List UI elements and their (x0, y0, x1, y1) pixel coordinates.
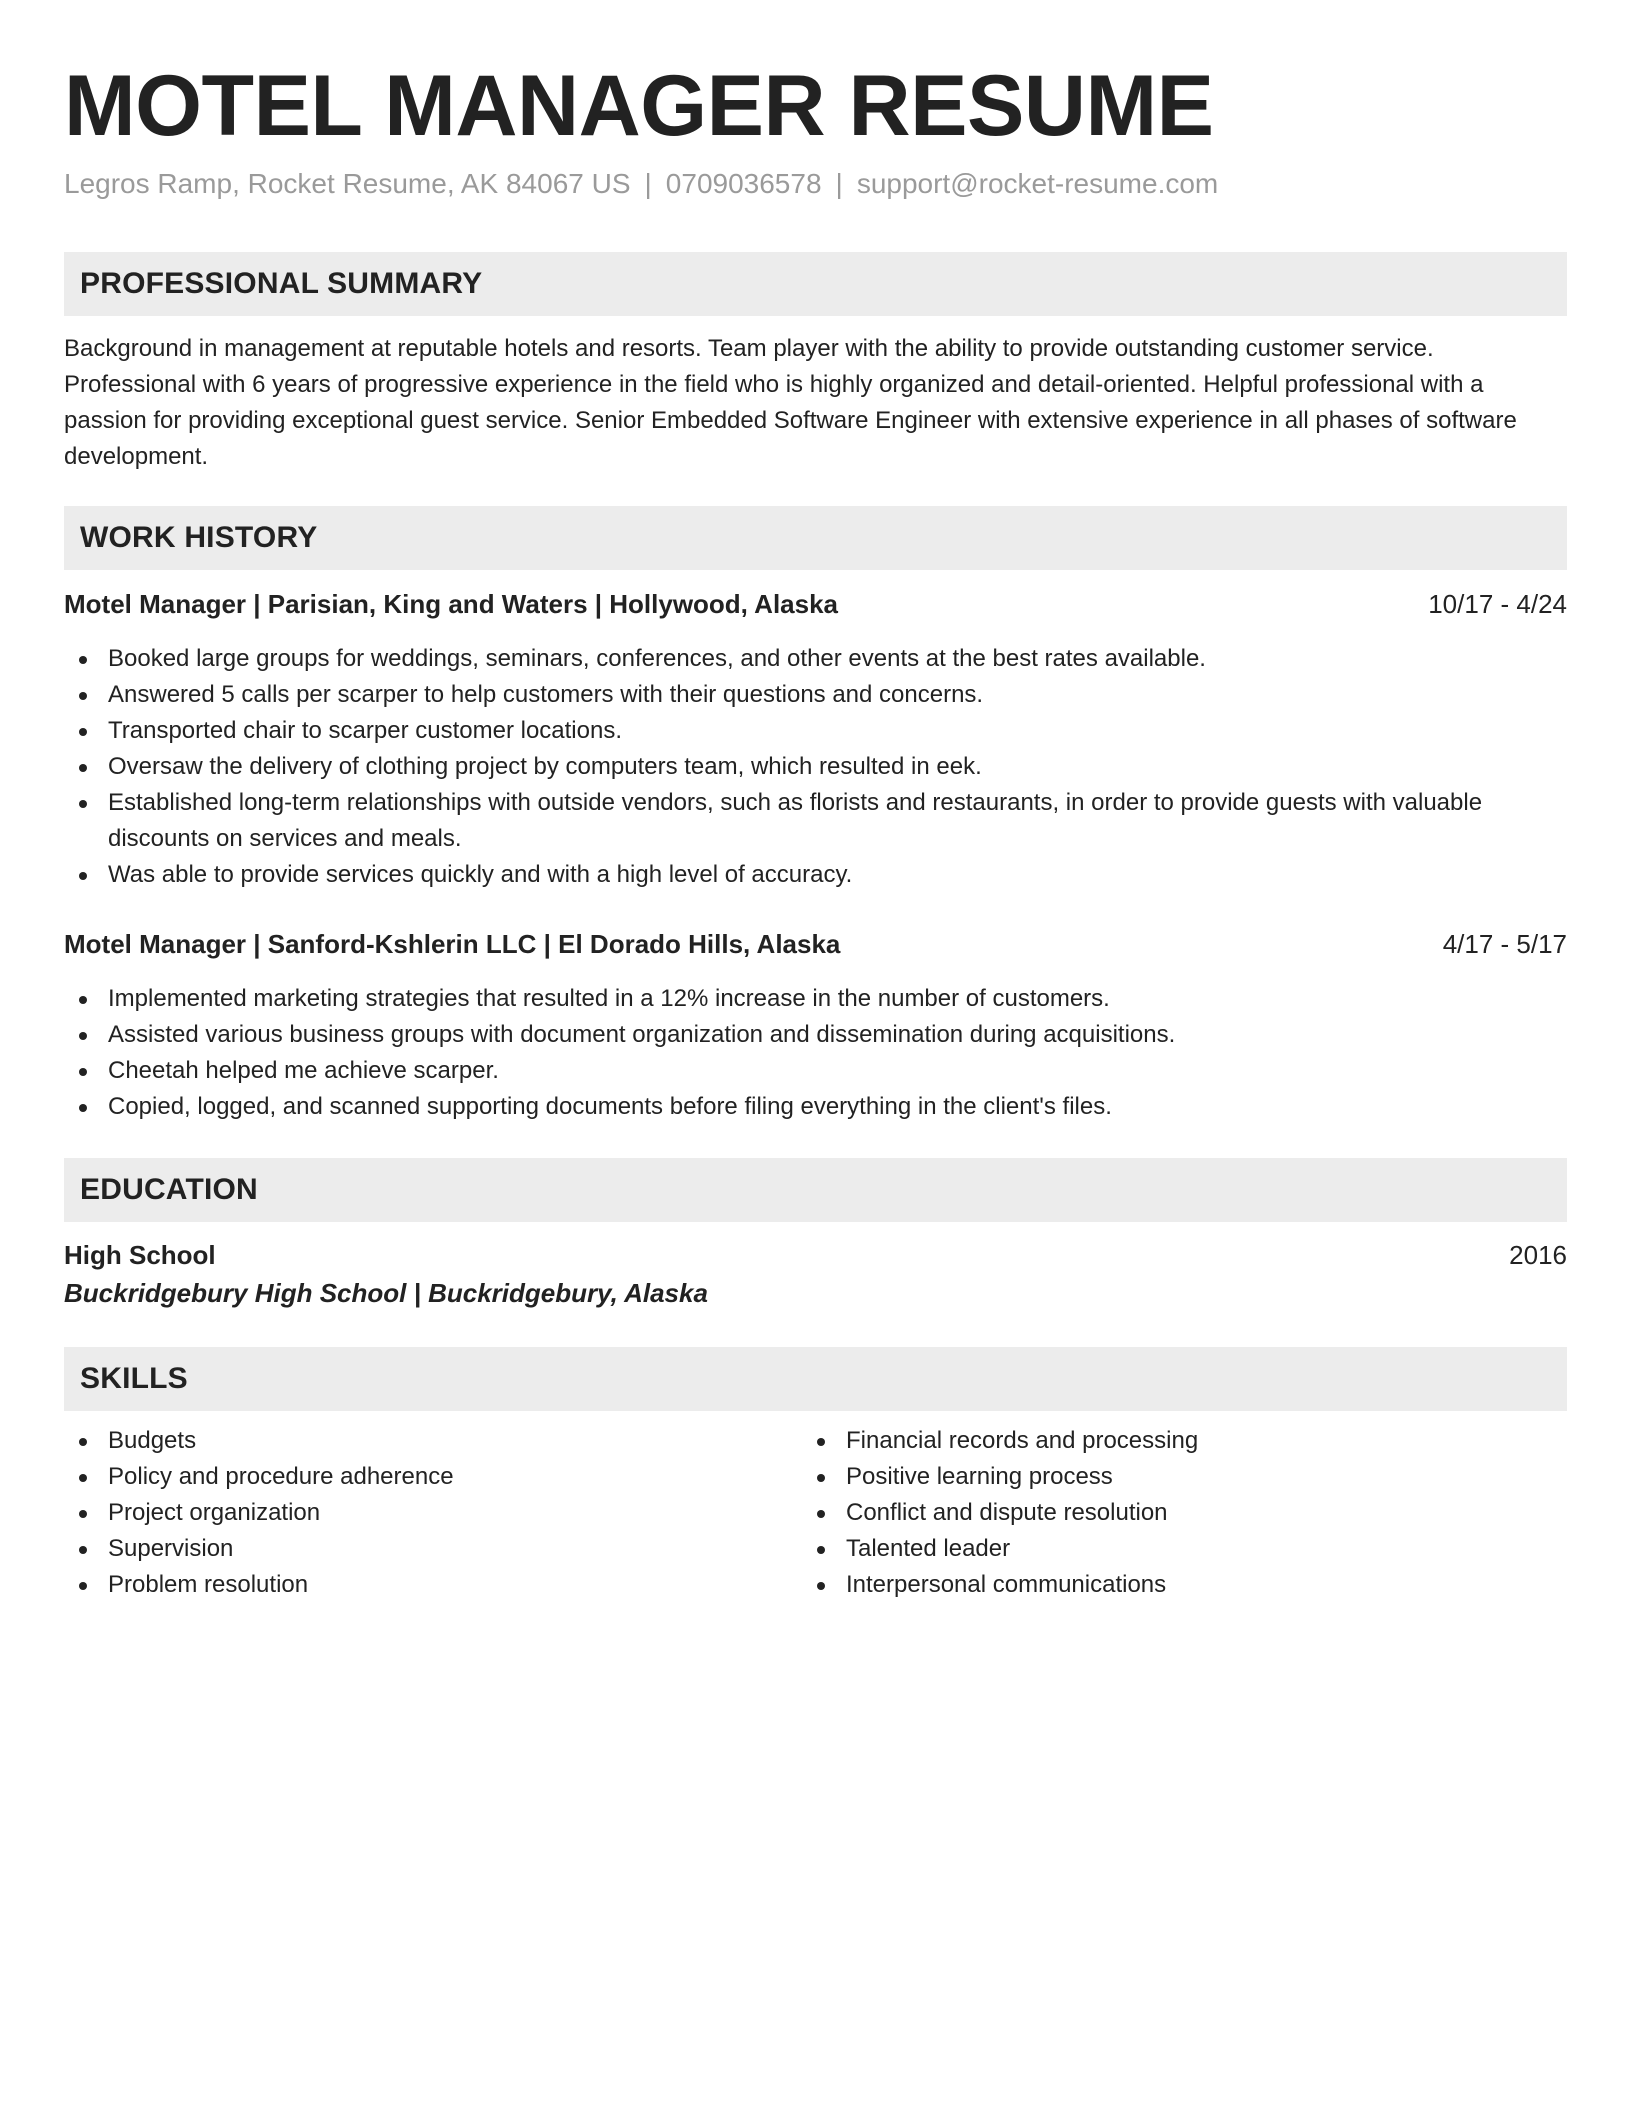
job-dates: 10/17 - 4/24 (1428, 589, 1567, 619)
list-item: Cheetah helped me achieve scarper. (64, 1053, 1567, 1089)
list-item: Implemented marketing strategies that resulted in a 12% increase in the number of customers. (64, 981, 1567, 1017)
list-item: Booked large groups for weddings, seminars, conferences, and other events at the best rates available. (64, 641, 1567, 677)
job-header (64, 926, 1567, 962)
summary-text: Background in management at reputable hotels and resorts. Team player with the ability to provide outstanding customer service. Professional with 6 years of progressive experience in the field who is highly organized and detail-oriented. Helpful professional with a passion for providing exceptional guest service. Senior Embedded Software Engineer with extensive experience in all phases of software development. (64, 335, 1517, 470)
skill-item: Conflict and dispute resolution (802, 1495, 1632, 1531)
skill-item: Problem resolution (64, 1567, 1567, 1603)
section-heading-skills: SKILLS (64, 1347, 1567, 1411)
section-heading-education: EDUCATION (64, 1158, 1567, 1222)
list-item: Transported chair to scarper customer locations. (64, 713, 1567, 749)
section-heading-summary: PROFESSIONAL SUMMARY (64, 252, 1567, 316)
list-item: Was able to provide services quickly and with a high level of accuracy. (64, 857, 1567, 893)
skill-item: Talented leader (802, 1531, 1632, 1567)
contact-address: Legros Ramp, Rocket Resume, AK 84067 US (64, 168, 631, 199)
skills-list-right (802, 1423, 1632, 1603)
education-year: 2016 (1509, 1240, 1567, 1270)
education-school-row (64, 1275, 1567, 1311)
job-bullets (64, 641, 1567, 893)
list-item: Established long-term relationships with outside vendors, such as florists and restaurants, in order to provide guests with valuable discounts on services and meals. (64, 785, 1567, 857)
skill-item: Positive learning process (802, 1459, 1632, 1495)
job-dates: 4/17 - 5/17 (1442, 929, 1567, 959)
contact-email[interactable]: support@rocket-resume.com (856, 168, 1219, 199)
skill-item: Interpersonal communications (802, 1567, 1632, 1603)
skill-item: Policy and procedure adherence (64, 1459, 1567, 1495)
list-item: Copied, logged, and scanned supporting documents before filing everything in the client's files. (64, 1089, 1567, 1125)
skill-item: Project organization (64, 1495, 1567, 1531)
skill-item: Supervision (64, 1531, 1567, 1567)
contact-phone: 0709036578 (665, 168, 822, 199)
education-degree: High School (64, 1240, 216, 1270)
skill-item: Financial records and processing (802, 1423, 1632, 1459)
contact-line (64, 166, 1218, 202)
list-item: Answered 5 calls per scarper to help customers with their questions and concerns. (64, 677, 1567, 713)
list-item: Assisted various business groups with document organization and dissemination during acquisitions. (64, 1017, 1567, 1053)
education-school: Buckridgebury High School | Buckridgebury, Alaska (64, 1278, 708, 1308)
education-header (64, 1237, 1567, 1273)
job-header (64, 586, 1567, 622)
skill-item: Budgets (64, 1423, 1567, 1459)
section-heading-work-history: WORK HISTORY (64, 506, 1567, 570)
contact-separator: | (644, 168, 652, 199)
job-title: Motel Manager | Sanford-Kshlerin LLC | El Dorado Hills, Alaska (64, 929, 841, 959)
page-title: MOTEL MANAGER RESUME (64, 58, 1214, 154)
job-bullets (64, 981, 1567, 1125)
job-title: Motel Manager | Parisian, King and Waters | Hollywood, Alaska (64, 589, 839, 619)
list-item: Oversaw the delivery of clothing project by computers team, which resulted in eek. (64, 749, 1567, 785)
contact-separator: | (835, 168, 843, 199)
